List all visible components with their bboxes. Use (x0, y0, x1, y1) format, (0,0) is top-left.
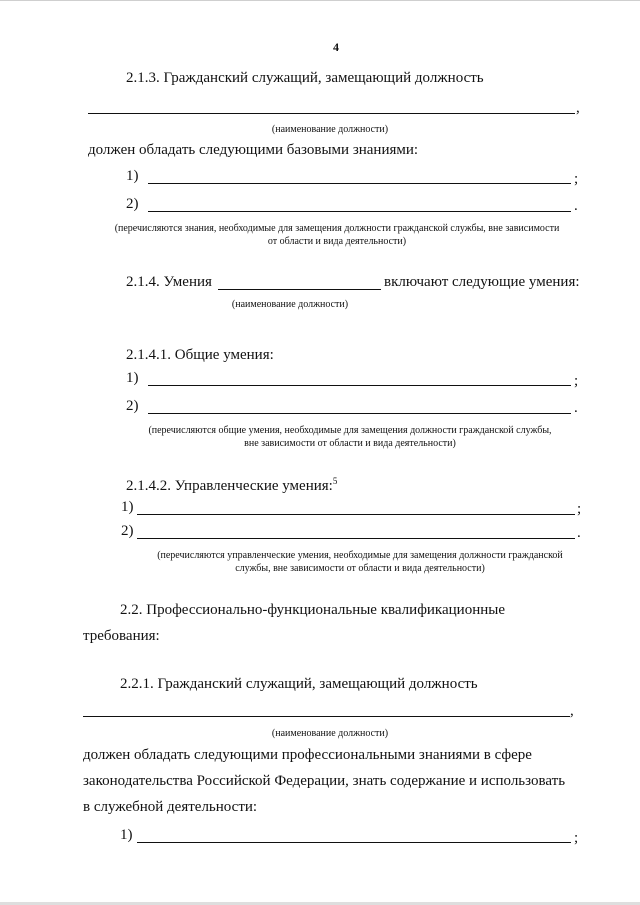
general-skill-2-blank-line[interactable] (148, 413, 571, 414)
footnote-ref-5: 5 (332, 476, 338, 486)
management-skill-2-blank-line[interactable] (137, 538, 575, 539)
section-2-1-3-heading: 2.1.3. Гражданский служащий, замещающий должность (126, 70, 484, 86)
management-skill-1-end: ; (577, 501, 582, 517)
knowledge-item-2-end: . (574, 198, 578, 214)
section-2-2-1-body-line-1: должен обладать следующими профессиональными знаниями в сфере (83, 747, 532, 763)
section-2-2-1-heading: 2.2.1. Гражданский служащий, замещающий должность (120, 676, 478, 692)
section-2-2-heading-line-2: требования: (83, 628, 160, 644)
professional-position-blank-line[interactable] (83, 716, 570, 717)
section-2-1-4-1-heading: 2.1.4.1. Общие умения: (126, 347, 274, 363)
general-skills-note-line-2: вне зависимости от области и вида деятельности) (244, 438, 456, 449)
section-2-2-1-body-line-3: в служебной деятельности: (83, 799, 258, 815)
knowledge-item-1-end: ; (574, 171, 579, 187)
general-skill-1-blank-line[interactable] (148, 385, 571, 386)
knowledge-note-line-2: от области и вида деятельности) (267, 236, 407, 247)
professional-item-1-number: 1) (120, 827, 133, 843)
management-skills-note-line-2: службы, вне зависимости от области и вида деятельности) (235, 563, 485, 574)
general-skill-2-number: 2) (126, 398, 139, 414)
professional-position-comma: , (570, 703, 574, 719)
page-number: 4 (333, 40, 339, 54)
general-skill-1-number: 1) (126, 370, 139, 386)
professional-position-caption: (наименование должности) (271, 728, 389, 739)
management-skill-2-end: . (577, 525, 581, 541)
position-name-blank-line[interactable] (88, 113, 575, 114)
section-2-1-4-label: 2.1.4. Умения (126, 274, 212, 290)
general-skill-2-end: . (574, 400, 578, 416)
section-2-1-4-label-right: включают следующие умения: (384, 274, 580, 290)
general-skills-note-line-1: (перечисляются общие умения, необходимые для замещения должности гражданской службы, (148, 425, 552, 436)
section-2-2-heading-line-1: 2.2. Профессионально-функциональные квалификационные (120, 602, 505, 618)
knowledge-item-2-blank-line[interactable] (148, 211, 571, 212)
section-2-1-4-2-title: 2.1.4.2. Управленческие умения: (126, 478, 333, 494)
skills-position-caption: (наименование должности) (231, 299, 349, 310)
management-skill-1-number: 1) (121, 499, 134, 515)
skills-position-blank-line[interactable] (218, 289, 381, 290)
position-name-caption: (наименование должности) (271, 124, 389, 135)
knowledge-item-1-number: 1) (126, 168, 139, 184)
scan-top-edge (0, 0, 640, 1)
knowledge-note-line-1: (перечисляются знания, необходимые для замещения должности гражданской службы, вне зависимости (114, 223, 560, 234)
management-skill-1-blank-line[interactable] (137, 514, 575, 515)
section-2-1-4-2-heading (126, 472, 337, 495)
professional-item-1-end: ; (574, 830, 579, 846)
position-name-comma: , (576, 100, 580, 116)
general-skill-1-end: ; (574, 373, 579, 389)
section-2-1-3-body: должен обладать следующими базовыми знаниями: (88, 142, 419, 158)
knowledge-item-1-blank-line[interactable] (148, 183, 571, 184)
management-skill-2-number: 2) (121, 523, 134, 539)
knowledge-item-2-number: 2) (126, 196, 139, 212)
management-skills-note-line-1: (перечисляются управленческие умения, необходимые для замещения должности гражданской (157, 550, 563, 561)
section-2-2-1-body-line-2: законодательства Российской Федерации, знать содержание и использовать (83, 773, 566, 789)
professional-item-1-blank-line[interactable] (137, 842, 571, 843)
